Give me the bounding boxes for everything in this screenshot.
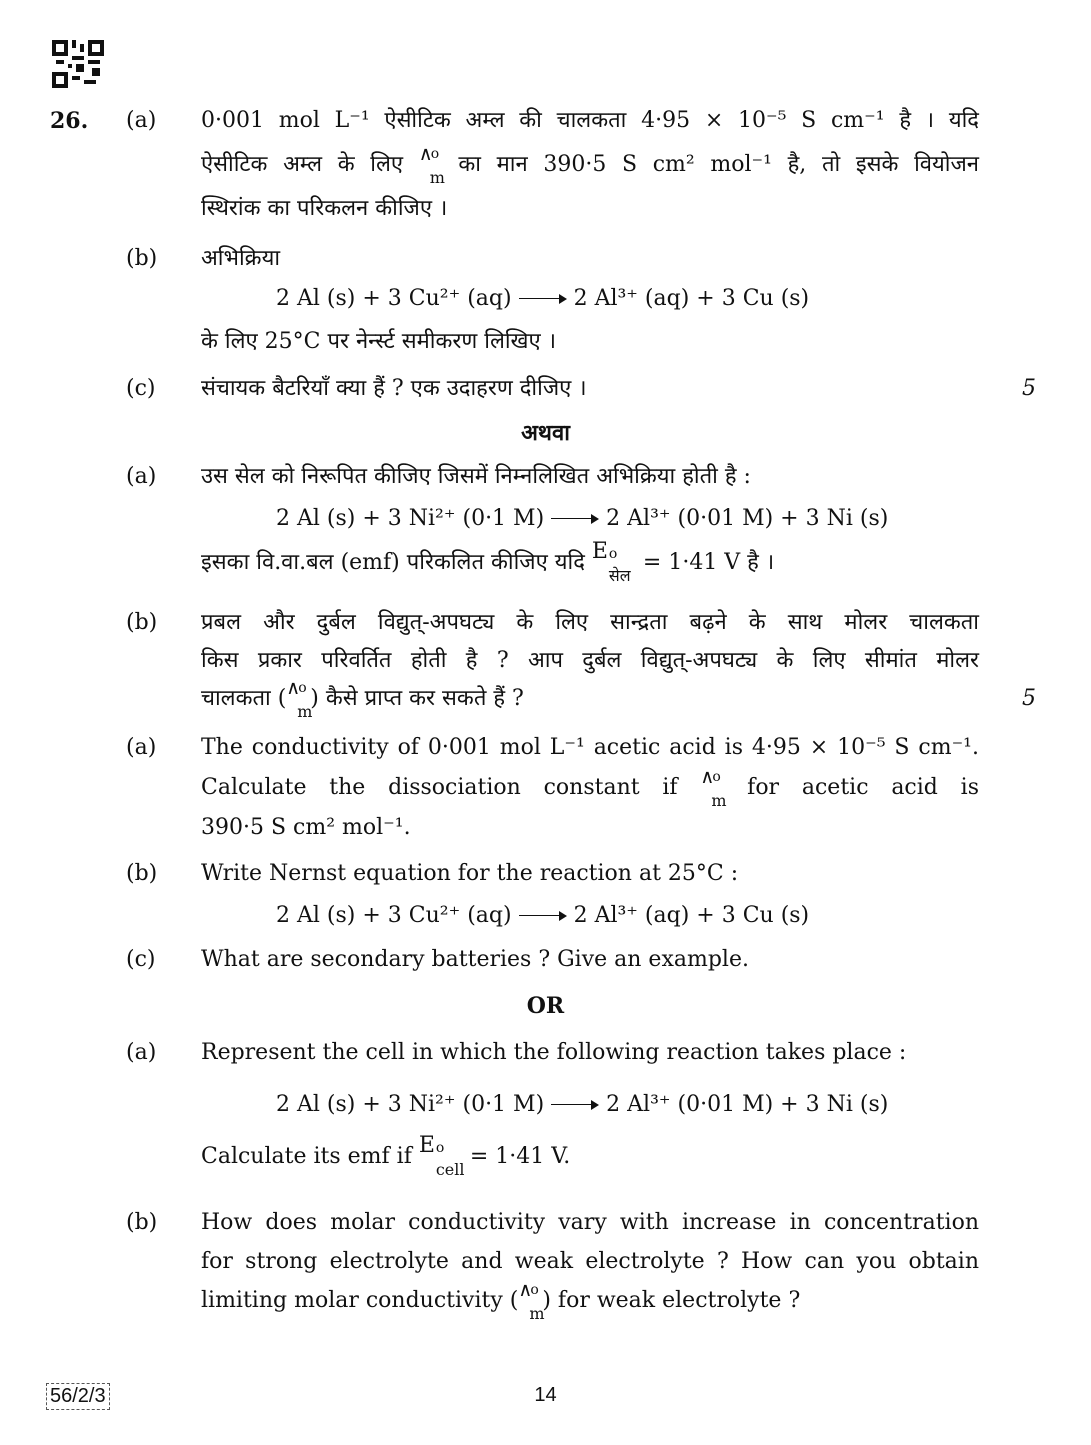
molar-conductivity-symbol: ∧ o m [286, 677, 313, 721]
hindi-or-a-line3: इसका वि.वा.बल (emf) परिकलित कीजिए यदि E o सेल = 1·41 V है । [201, 539, 775, 585]
english-b-equation: 2 Al (s) + 3 Cu²⁺ (aq) 2 Al³⁺ (aq) + 3 Cu (s) [276, 903, 810, 928]
molar-conductivity-symbol: ∧ o m [700, 766, 727, 810]
english-a-line2: Calculate the dissociation constant if ∧ o m for acetic acid is [201, 766, 979, 810]
hindi-b-line1: अभिक्रिया [201, 246, 281, 271]
page-number: 14 [534, 1384, 557, 1406]
english-or-a-line1: Represent the cell in which the following reaction takes place : [201, 1040, 907, 1065]
hindi-a-line3: स्थिरांक का परिकलन कीजिए । [201, 196, 448, 221]
part-label-a: (a) [126, 1040, 157, 1065]
english-or-a-line3: Calculate its emf if E o cell = 1·41 V. [201, 1133, 571, 1179]
english-or-heading: OR [526, 993, 565, 1019]
standard-cell-potential-symbol: E o सेल [591, 539, 631, 585]
reaction-arrow [551, 1100, 599, 1110]
standard-cell-potential-symbol: E o cell [418, 1133, 465, 1179]
hindi-b-line3: के लिए 25°C पर नेर्न्स्ट समीकरण लिखिए । [201, 329, 557, 354]
qr-code [52, 40, 104, 88]
part-label-b: (b) [126, 246, 158, 271]
english-or-b-line2: for strong electrolyte and weak electrolyte ? How can you obtain [201, 1249, 979, 1274]
part-label-b: (b) [126, 1210, 158, 1235]
marks-label: 5 [1022, 686, 1036, 711]
part-label-a: (a) [126, 464, 157, 489]
molar-conductivity-symbol: ∧ o m [418, 143, 445, 187]
hindi-or-heading: अथवा [521, 420, 570, 446]
english-or-a-equation: 2 Al (s) + 3 Ni²⁺ (0·1 M) 2 Al³⁺ (0·01 M) + 3 Ni (s) [276, 1092, 889, 1117]
part-label-b: (b) [126, 861, 158, 886]
hindi-b-equation: 2 Al (s) + 3 Cu²⁺ (aq) 2 Al³⁺ (aq) + 3 Cu (s) [276, 286, 810, 311]
english-or-b-line3: limiting molar conductivity ( ∧ o m ) for weak electrolyte ? [201, 1279, 801, 1323]
reaction-arrow [519, 911, 567, 921]
marks-label: 5 [1022, 376, 1036, 401]
hindi-or-a-equation: 2 Al (s) + 3 Ni²⁺ (0·1 M) 2 Al³⁺ (0·01 M) + 3 Ni (s) [276, 506, 889, 531]
question-number: 26. [50, 108, 89, 134]
english-b-line1: Write Nernst equation for the reaction at 25°C : [201, 861, 739, 886]
hindi-or-b-line3: चालकता ( ∧ o m ) कैसे प्राप्त कर सकते हैं ? [201, 677, 524, 721]
part-label-c: (c) [126, 947, 156, 972]
english-c-line1: What are secondary batteries ? Give an example. [201, 947, 749, 972]
hindi-or-b-line2: किस प्रकार परिवर्तित होती है ? आप दुर्बल विद्युत्-अपघट्य के लिए सीमांत मोलर [201, 648, 979, 673]
part-label-c: (c) [126, 376, 156, 401]
molar-conductivity-symbol: ∧ o m [518, 1279, 545, 1323]
english-a-line1: The conductivity of 0·001 mol L⁻¹ acetic acid is 4·95 × 10⁻⁵ S cm⁻¹. [201, 735, 979, 760]
hindi-or-b-line1: प्रबल और दुर्बल विद्युत्-अपघट्य के लिए सान्द्रता बढ़ने के साथ मोलर चालकता [201, 610, 979, 635]
paper-code: 56/2/3 [46, 1383, 110, 1410]
part-label-a: (a) [126, 108, 157, 133]
english-or-b-line1: How does molar conductivity vary with increase in concentration [201, 1210, 979, 1235]
hindi-or-a-line1: उस सेल को निरूपित कीजिए जिसमें निम्नलिखित अभिक्रिया होती है : [201, 464, 751, 489]
part-label-a: (a) [126, 735, 157, 760]
reaction-arrow [519, 294, 567, 304]
english-a-line3: 390·5 S cm² mol⁻¹. [201, 815, 411, 840]
hindi-c-line1: संचायक बैटरियाँ क्या हैं ? एक उदाहरण दीजिए । [201, 376, 587, 401]
part-label-b: (b) [126, 610, 158, 635]
reaction-arrow [551, 514, 599, 524]
hindi-a-line1: 0·001 mol L⁻¹ ऐसीटिक अम्ल की चालकता 4·95 × 10⁻⁵ S cm⁻¹ है । यदि [201, 108, 979, 133]
hindi-a-line2: ऐसीटिक अम्ल के लिए ∧ o m का मान 390·5 S cm² mol⁻¹ है, तो इसके वियोजन [201, 143, 979, 187]
